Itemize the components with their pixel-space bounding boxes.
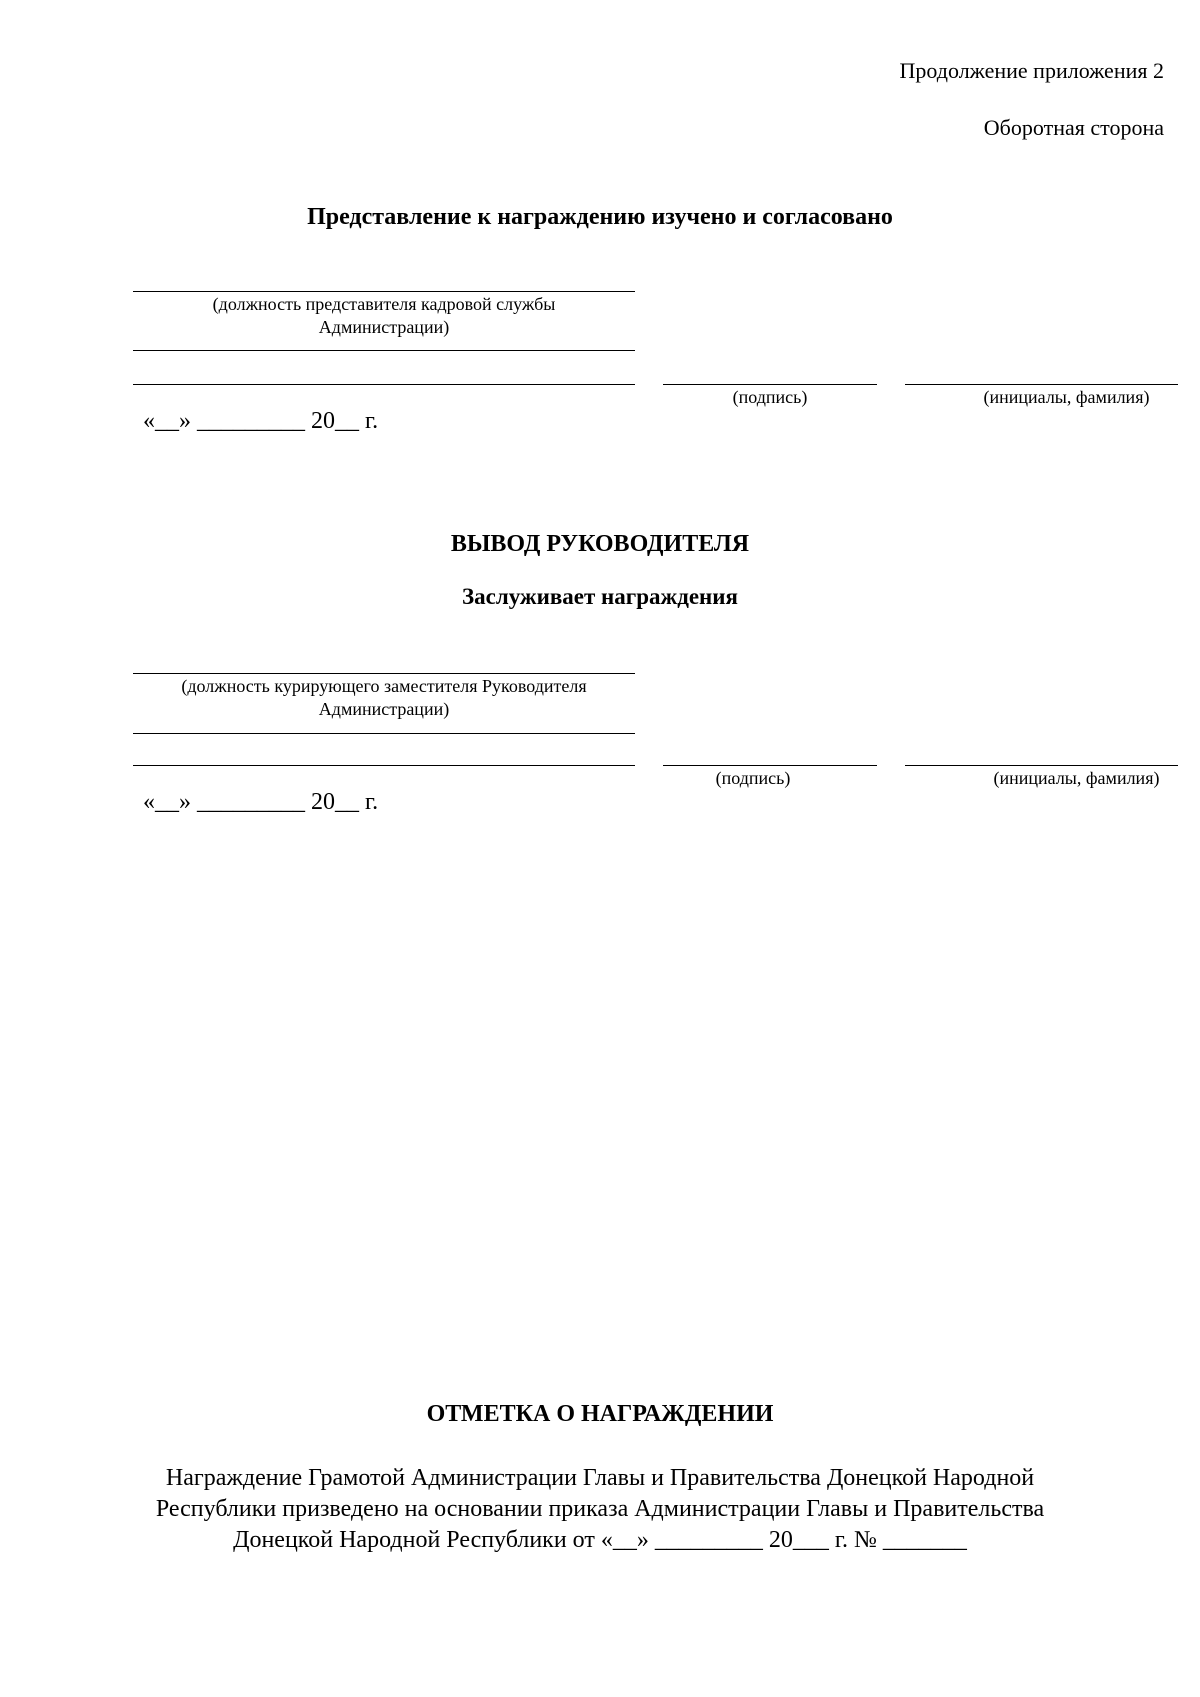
award-note-line-3: Донецкой Народной Республики от «__» _________ 20___ г. № _______ (233, 1527, 967, 1553)
position-caption-line-2: Администрации) (318, 317, 450, 337)
deputy-position-line-bottom (133, 765, 635, 766)
position-line-bottom (133, 384, 635, 385)
signature-caption: (подпись) (732, 387, 808, 407)
deputy-signature-line (663, 765, 877, 766)
approval-title: Представление к награждению изучено и согласовано (307, 204, 893, 230)
continuation-label: Продолжение приложения 2 (899, 58, 1164, 83)
deputy-position-caption-line-1: (должность курирующего заместителя Руководителя (181, 676, 587, 696)
deputy-position-line-middle (133, 733, 635, 734)
position-line-top (133, 291, 635, 292)
name-line (905, 384, 1178, 385)
award-note-line-1: Награждение Грамотой Администрации Главы и Правительства Донецкой Народной (165, 1465, 1035, 1491)
deputy-signature-caption: (подпись) (715, 768, 791, 788)
conclusion-date-line: «__» _________ 20__ г. (143, 789, 379, 815)
deputy-position-caption-line-2: Администрации) (318, 699, 450, 719)
deputy-position-line-top (133, 673, 635, 674)
conclusion-title: ВЫВОД РУКОВОДИТЕЛЯ (450, 531, 750, 557)
award-note-line-2: Республики призведено на основании приказа Администрации Главы и Правительства (155, 1496, 1045, 1522)
position-caption-line-1: (должность представителя кадровой службы (212, 294, 556, 314)
position-line-middle (133, 350, 635, 351)
position-caption (133, 293, 635, 339)
deputy-position-caption (133, 675, 635, 721)
award-note-title: ОТМЕТКА О НАГРАЖДЕНИИ (426, 1401, 774, 1427)
signature-line (663, 384, 877, 385)
deputy-name-line (905, 765, 1178, 766)
approval-date-line: «__» _________ 20__ г. (143, 408, 379, 434)
name-caption: (инициалы, фамилия) (983, 387, 1150, 407)
reverse-side-label: Оборотная сторона (983, 115, 1164, 140)
conclusion-subtitle: Заслуживает награждения (461, 584, 738, 609)
deputy-name-caption: (инициалы, фамилия) (993, 768, 1160, 788)
